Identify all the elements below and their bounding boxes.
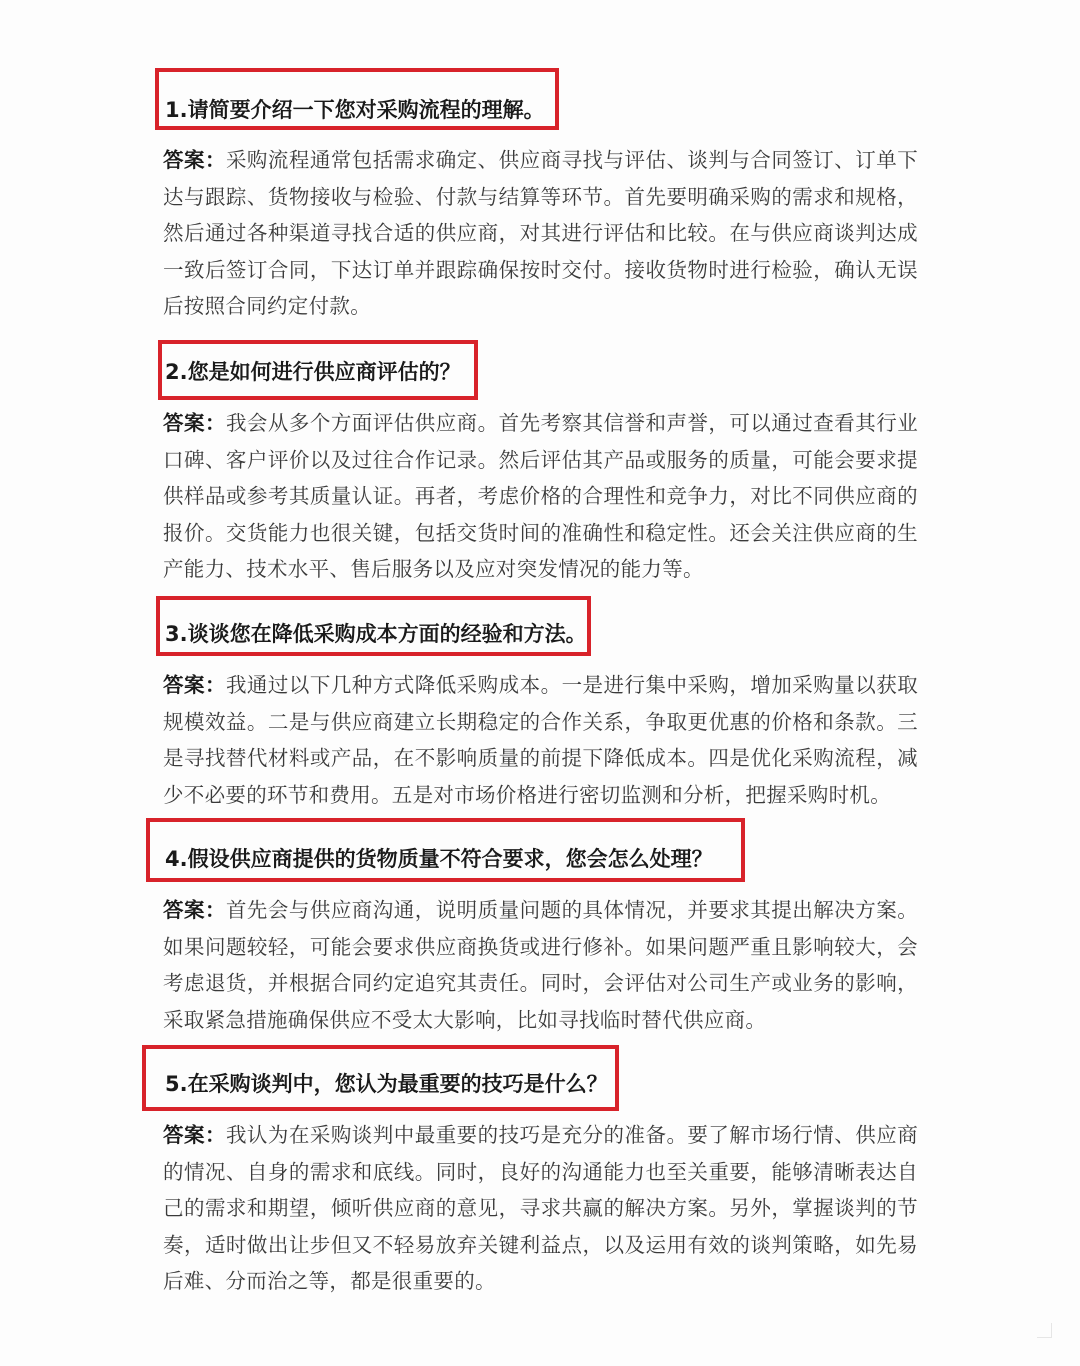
answer-text: 我认为在采购谈判中最重要的技巧是充分的准备。要了解市场行情、供应商的情况、自身的需求和底线。同时，良好的沟通能力也至关重要，能够清晰表达自己的需求和期望，倾听供应商的意见，寻求共赢的解决方案。另外，掌握谈判的节奏，适时做出让步但又不轻易放弃关键利益点，以及运用有效的谈判策略，如先易后难、分而治之等，都是很重要的。 <box>163 1123 918 1294</box>
answer-label: 答案： <box>163 673 226 697</box>
question-2-heading: 2.您是如何进行供应商评估的？ <box>165 360 461 384</box>
answer-3 <box>163 667 918 813</box>
answer-label: 答案： <box>163 898 226 922</box>
answer-text: 我通过以下几种方式降低采购成本。一是进行集中采购，增加采购量以获取规模效益。二是与供应商建立长期稳定的合作关系，争取更优惠的价格和条款。三是寻找替代材料或产品，在不影响质量的前提下降低成本。四是优化采购流程，减少不必要的环节和费用。五是对市场价格进行密切监测和分析，把握采购时机。 <box>163 673 918 807</box>
answer-1 <box>163 142 918 325</box>
answer-label: 答案： <box>163 148 226 172</box>
page-corner-mark <box>1037 1323 1052 1338</box>
answer-text: 我会从多个方面评估供应商。首先考察其信誉和声誉，可以通过查看其行业口碑、客户评价以及过往合作记录。然后评估其产品或服务的质量，可能会要求提供样品或参考其质量认证。再者，考虑价格的合理性和竞争力，对比不同供应商的报价。交货能力也很关键，包括交货时间的准确性和稳定性。还会关注供应商的生产能力、技术水平、售后服务以及应对突发情况的能力等。 <box>163 411 918 582</box>
answer-text: 采购流程通常包括需求确定、供应商寻找与评估、谈判与合同签订、订单下达与跟踪、货物接收与检验、付款与结算等环节。首先要明确采购的需求和规格，然后通过各种渠道寻找合适的供应商，对其进行评估和比较。在与供应商谈判达成一致后签订合同，下达订单并跟踪确保按时交付。接收货物时进行检验，确认无误后按照合同约定付款。 <box>163 148 918 319</box>
answer-text: 首先会与供应商沟通，说明质量问题的具体情况，并要求其提出解决方案。如果问题较轻，可能会要求供应商换货或进行修补。如果问题严重且影响较大，会考虑退货，并根据合同约定追究其责任。同时，会评估对公司生产或业务的影响，采取紧急措施确保供应不受太大影响，比如寻找临时替代供应商。 <box>163 898 918 1032</box>
question-1-heading: 1.请简要介绍一下您对采购流程的理解。 <box>165 98 545 122</box>
question-4-heading: 4.假设供应商提供的货物质量不符合要求，您会怎么处理？ <box>165 847 713 871</box>
question-5-heading: 5.在采购谈判中，您认为最重要的技巧是什么？ <box>165 1072 608 1096</box>
answer-label: 答案： <box>163 411 226 435</box>
answer-4 <box>163 892 918 1038</box>
answer-5 <box>163 1117 918 1300</box>
answer-label: 答案： <box>163 1123 226 1147</box>
question-3-heading: 3.谈谈您在降低采购成本方面的经验和方法。 <box>165 622 587 646</box>
answer-2 <box>163 405 918 588</box>
